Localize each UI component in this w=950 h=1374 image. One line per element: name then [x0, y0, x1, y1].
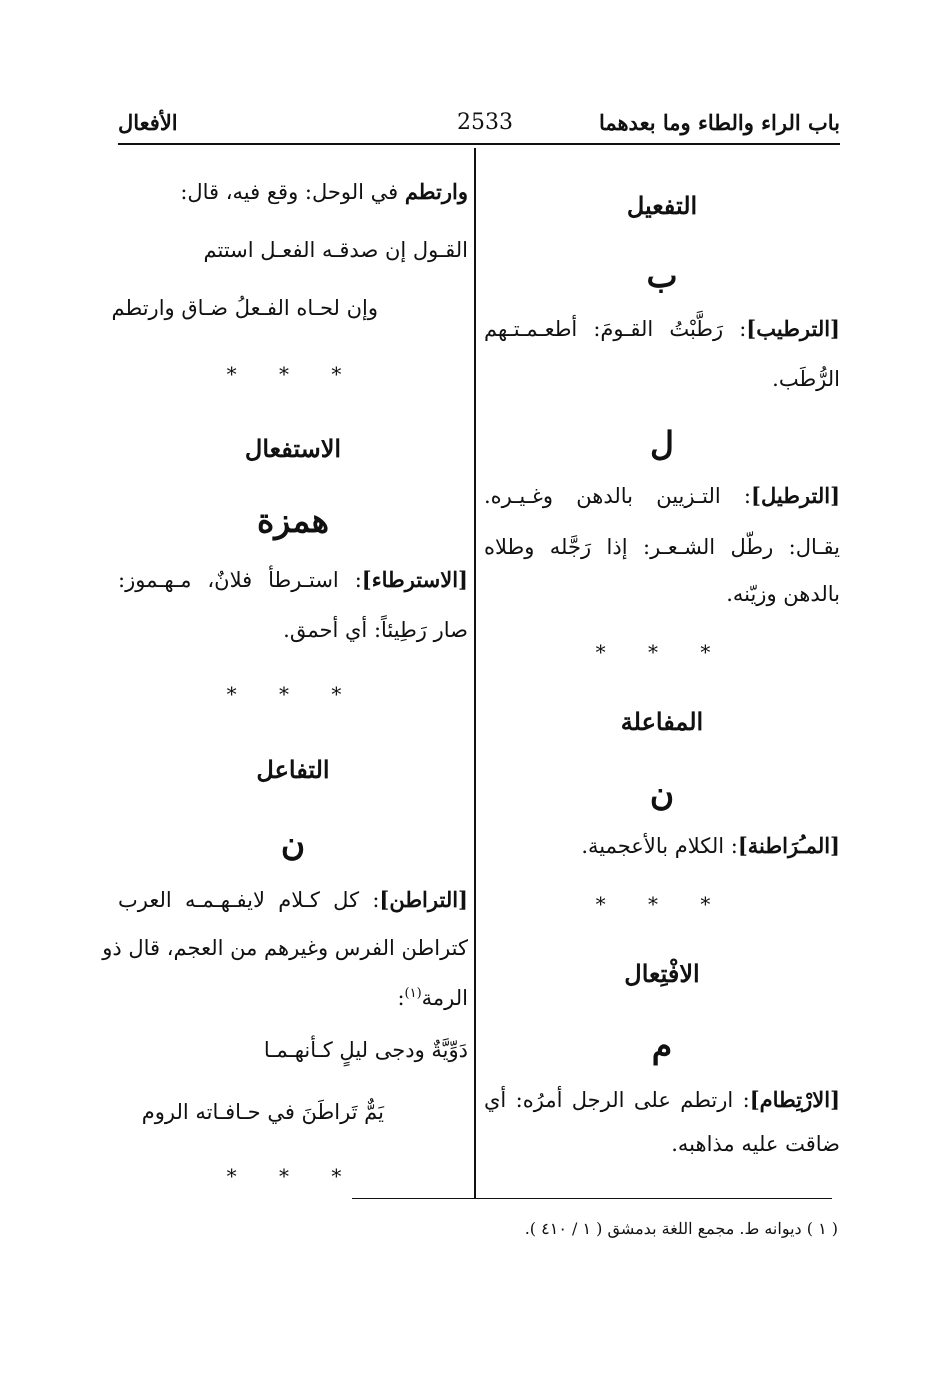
entry-term: وارتطم — [404, 179, 468, 204]
entry-term: [الترطيب] — [746, 316, 840, 341]
section-divider-stars: * * * — [226, 362, 360, 386]
verse-line-1a: القـول إن صدقـه الفعـل استتم — [203, 238, 468, 262]
section-divider-stars: * * * — [226, 682, 360, 706]
entry-term: [التراطن] — [379, 887, 468, 912]
entry-irtitam-line1: [الارْتِطام]: ارتطم على الرجل أمرُه: أي — [484, 1087, 840, 1112]
entry-irtitam-line2: ضاقت عليه مذاهبه. — [671, 1132, 840, 1156]
section-title-iftial: الافْتِعال — [624, 959, 700, 988]
entry-murataná: [المـُرَاطنة]: الكلام بالأعجمية. — [581, 833, 840, 858]
entry-taratun-line1: [التراطن]: كل كـلام لايفـهـمـه العرب — [118, 887, 468, 912]
entry-tartil-line2: يقـال: رطّل الشـعـر: إذا رَجَّله وطلاه — [484, 535, 840, 559]
section-title-tafil: التفعيل — [626, 191, 698, 220]
entry-term: [الارْتِطام] — [749, 1087, 840, 1112]
entry-istirta-line2: صار رَطِيئاً: أي أحمق. — [283, 618, 468, 642]
entry-taratun-line3: الرمة$^{(١)}$: — [397, 986, 468, 1010]
section-divider-stars: * * * — [226, 1164, 360, 1188]
letter-heading-nun: ن — [280, 824, 306, 863]
verse-line-2a: دَوِّيَّةٌ ودجى ليلٍ كـأنهـمـا — [263, 1038, 468, 1062]
letter-heading-mim: م — [651, 1026, 673, 1065]
running-head-left: الأفعال — [118, 110, 178, 135]
page-number: 2533 — [457, 110, 513, 135]
footnote: ( ١ ) ديوانه ط. مجمع اللغة بدمشق ( ١ / ٤١٠ ). — [524, 1219, 838, 1238]
section-title-istifal: الاستفعال — [244, 434, 342, 463]
letter-heading-lam: ل — [650, 424, 674, 463]
section-title-tafaul: التفاعل — [256, 755, 330, 784]
entry-term: [المـُرَاطنة] — [737, 833, 840, 858]
entry-tartil-line1: [الترطيل]: التـزيين بالدهن وغـيـره. — [484, 483, 840, 508]
right-column — [484, 0, 840, 1374]
entry-wahl: وارتطم في الوحل: وقع فيه، قال: — [180, 179, 468, 204]
section-title-mufaala: المفاعلة — [620, 707, 704, 736]
letter-heading-ba: ب — [646, 256, 678, 295]
footnote-ref: (١) — [404, 986, 422, 1001]
entry-tartil-line3: بالدهن وزيّنه. — [726, 582, 840, 606]
entry-taratun-line2: كتراطن الفرس وغيرهم من العجم، قال ذو — [102, 936, 468, 960]
left-column — [102, 0, 468, 1374]
entry-term: [الترطيل] — [751, 483, 840, 508]
entry-istirta-line1: [الاسترطاء]: استـرطأ فلانٌ، مـهـموز: — [118, 567, 468, 592]
column-divider — [474, 148, 476, 1199]
verse-line-2b: يَمٌّ تَراطَنَ في حـافـاته الروم — [141, 1100, 384, 1124]
letter-heading-nun: ن — [649, 774, 675, 813]
entry-term: [الاسترطاء] — [361, 567, 468, 592]
running-head-right: باب الراء والطاء وما بعدهما — [598, 110, 840, 135]
entry-tartib-line1: [الترطيب]: رَطَّبْتُ القـومَ: أطعـمـتـهم — [484, 316, 840, 341]
verse-line-1b: وإن لحـاه الفـعلُ ضـاق وارتطم — [111, 296, 378, 320]
letter-heading-hamza: همزة — [257, 501, 329, 540]
entry-tartib-line2: الرُّطَب. — [772, 367, 840, 391]
section-divider-stars: * * * — [595, 892, 729, 916]
section-divider-stars: * * * — [595, 640, 729, 664]
